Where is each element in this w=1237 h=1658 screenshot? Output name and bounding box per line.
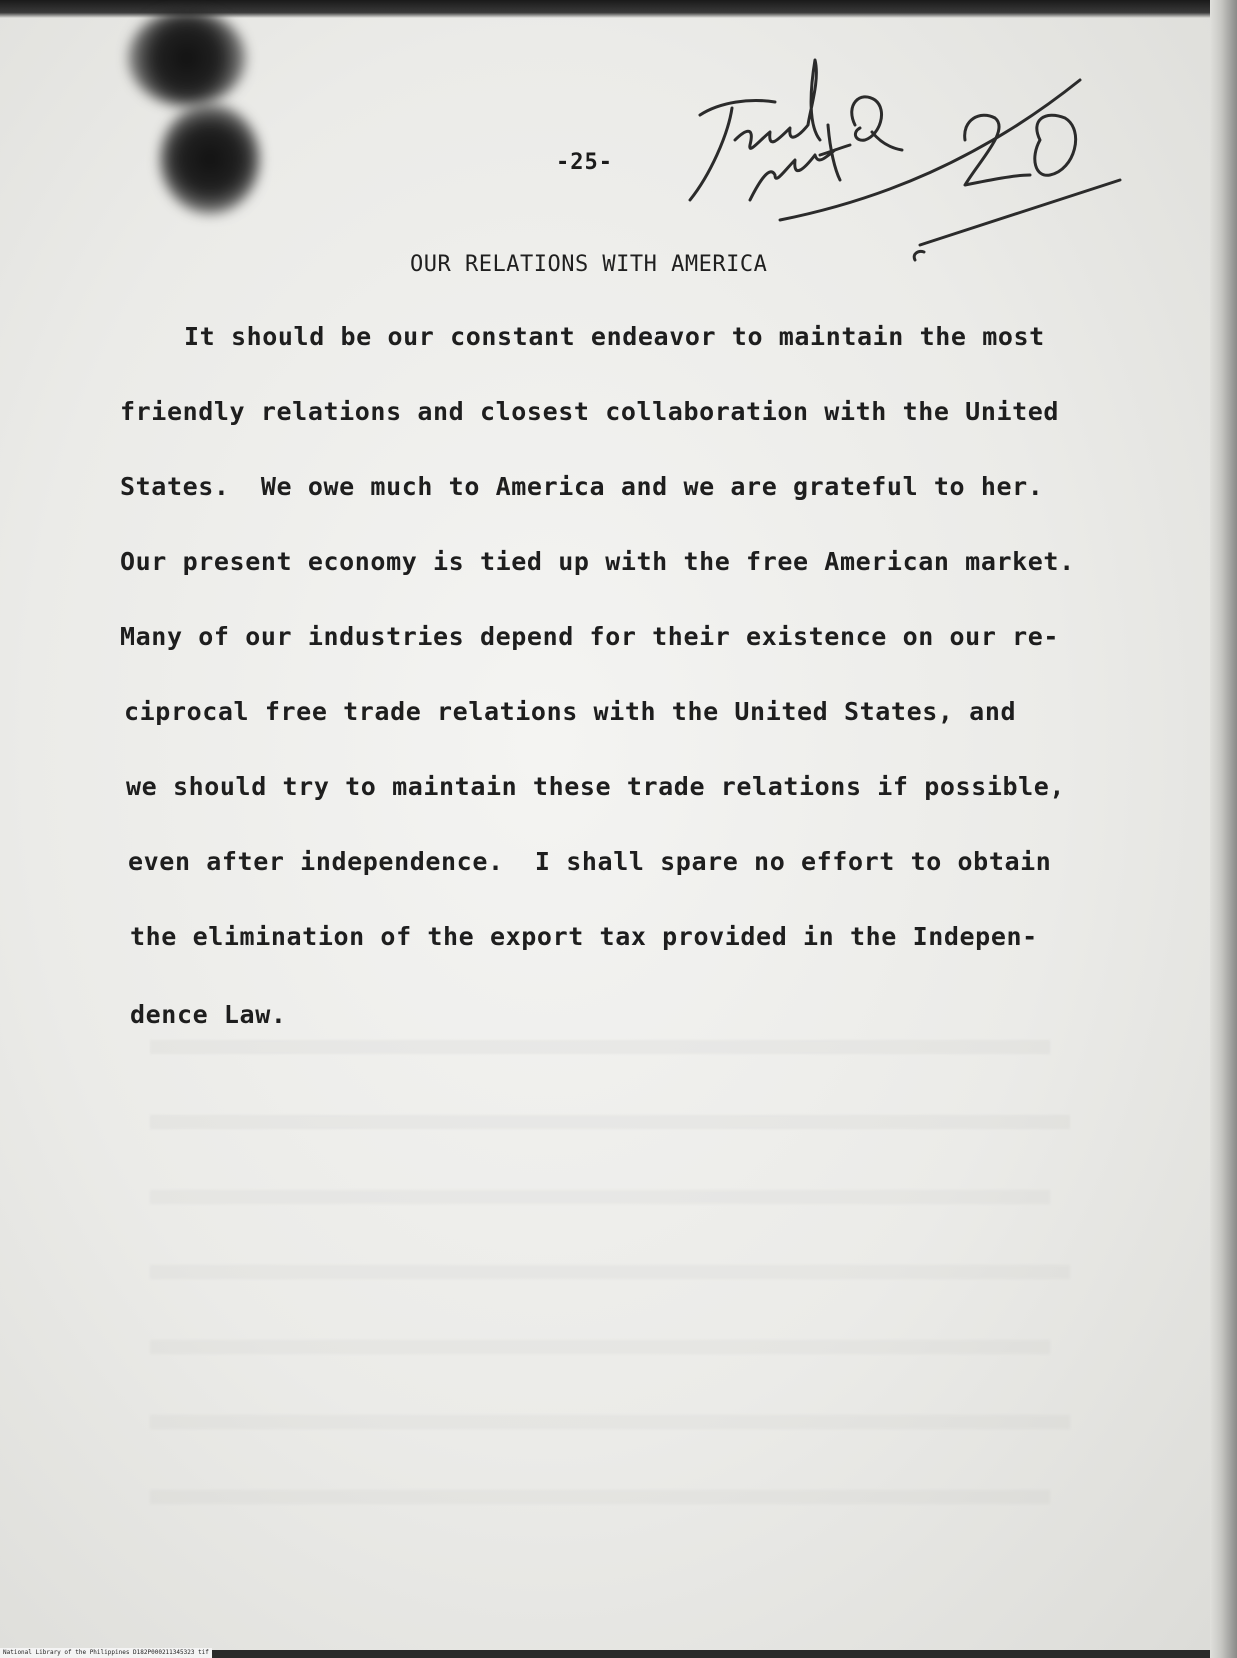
handwritten-annotation-icon <box>680 40 1180 280</box>
body-line-10: dence Law. <box>130 1000 287 1029</box>
bleed-through-5 <box>150 1340 1050 1354</box>
body-line-4: Our present economy is tied up with the free American market. <box>120 547 1075 576</box>
bleed-through-3 <box>150 1190 1050 1204</box>
body-line-1: It should be our constant endeavor to maintain the most <box>184 322 1045 351</box>
scan-right-edge <box>1210 0 1237 1658</box>
document-title: OUR RELATIONS WITH AMERICA <box>410 252 768 277</box>
body-line-8: even after independence. I shall spare no effort to obtain <box>128 847 1052 876</box>
bleed-through-4 <box>150 1265 1070 1279</box>
page-number: -25- <box>556 150 613 175</box>
body-line-2: friendly relations and closest collaboration with the United <box>120 397 1060 426</box>
bleed-through-2 <box>150 1115 1070 1129</box>
punch-hole-top <box>128 10 246 106</box>
body-line-3: States. We owe much to America and we are grateful to her. <box>120 472 1044 501</box>
bleed-through-6 <box>150 1415 1070 1429</box>
scan-caption: National Library of the Philippines D182P000211345323 tif <box>0 1648 212 1658</box>
body-line-7: we should try to maintain these trade relations if possible, <box>126 772 1066 801</box>
body-line-5: Many of our industries depend for their existence on our re- <box>120 622 1060 651</box>
body-line-9: the elimination of the export tax provided in the Indepen- <box>130 922 1038 951</box>
body-line-6: ciprocal free trade relations with the United States, and <box>124 697 1017 726</box>
bleed-through-1 <box>150 1040 1050 1054</box>
punch-hole-bottom <box>160 104 260 214</box>
bleed-through-7 <box>150 1490 1050 1504</box>
